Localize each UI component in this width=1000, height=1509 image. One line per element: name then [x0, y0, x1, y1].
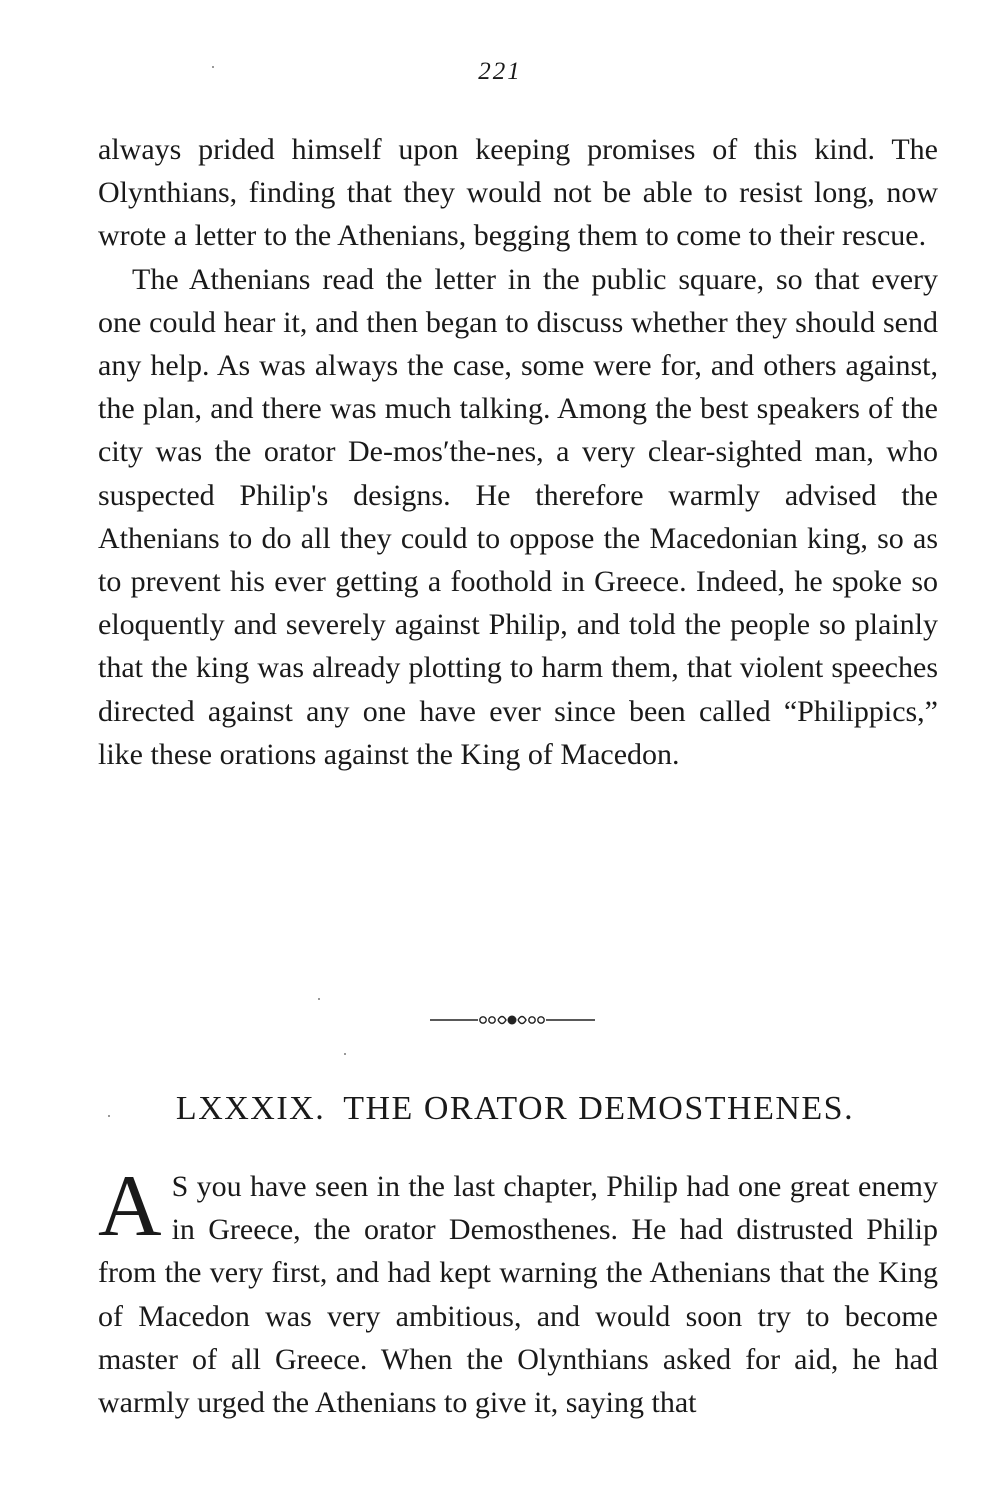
paragraph-continued: always prided himself upon keeping promises of this kind. The Olynthians, finding that they would not be able to resist long, now wrote a letter to the Athenians, begging them to come to their rescue. [98, 133, 938, 253]
drop-cap: A [98, 1158, 162, 1255]
scan-speck [108, 1115, 110, 1117]
scan-speck [318, 998, 320, 1000]
chapter-body [98, 1158, 938, 1424]
paragraph-athenians: The Athenians read the letter in the public square, so that every one could hear it, and then began to discuss whether they should send any help. As was always the case, some were for, and others against, the plan, and there was much talking. Among the best speakers of the city was the orator De-mos′the-nes, a very clear-sighted man, who suspected Philip's designs. He therefore warmly advised the Athenians to do all they could to oppose the Macedonian king, so as to prevent his ever getting a foothold in Greece. Indeed, he spoke so eloquently and severely against Philip, and told the people so plainly that the king was already plotting to harm them, that violent speeches directed against any one have ever since been called “Philippics,” like these orations against the King of Macedon. [98, 262, 938, 771]
ornamental-divider-icon [430, 1010, 595, 1030]
chapter-opening-paragraph: S you have seen in the last chapter, Philip had one great enemy in Greece, the orator Demosthenes. He had distrusted Philip from the very first, and had kept warning the Athenians that the King of Macedon was very ambitious, and would soon try to become master of all Greece. When the Olynthians asked for aid, he had warmly urged the Athenians to give it, saying that [98, 1170, 938, 1420]
continued-text [98, 128, 938, 776]
scan-speck [212, 66, 214, 68]
scan-speck [344, 1053, 346, 1055]
chapter-heading [0, 1090, 1000, 1128]
chapter-numeral: LXXXIX. [175, 1090, 326, 1127]
chapter-title: THE ORATOR DEMOSTHENES. [343, 1090, 855, 1127]
page-number: 221 [478, 58, 522, 85]
